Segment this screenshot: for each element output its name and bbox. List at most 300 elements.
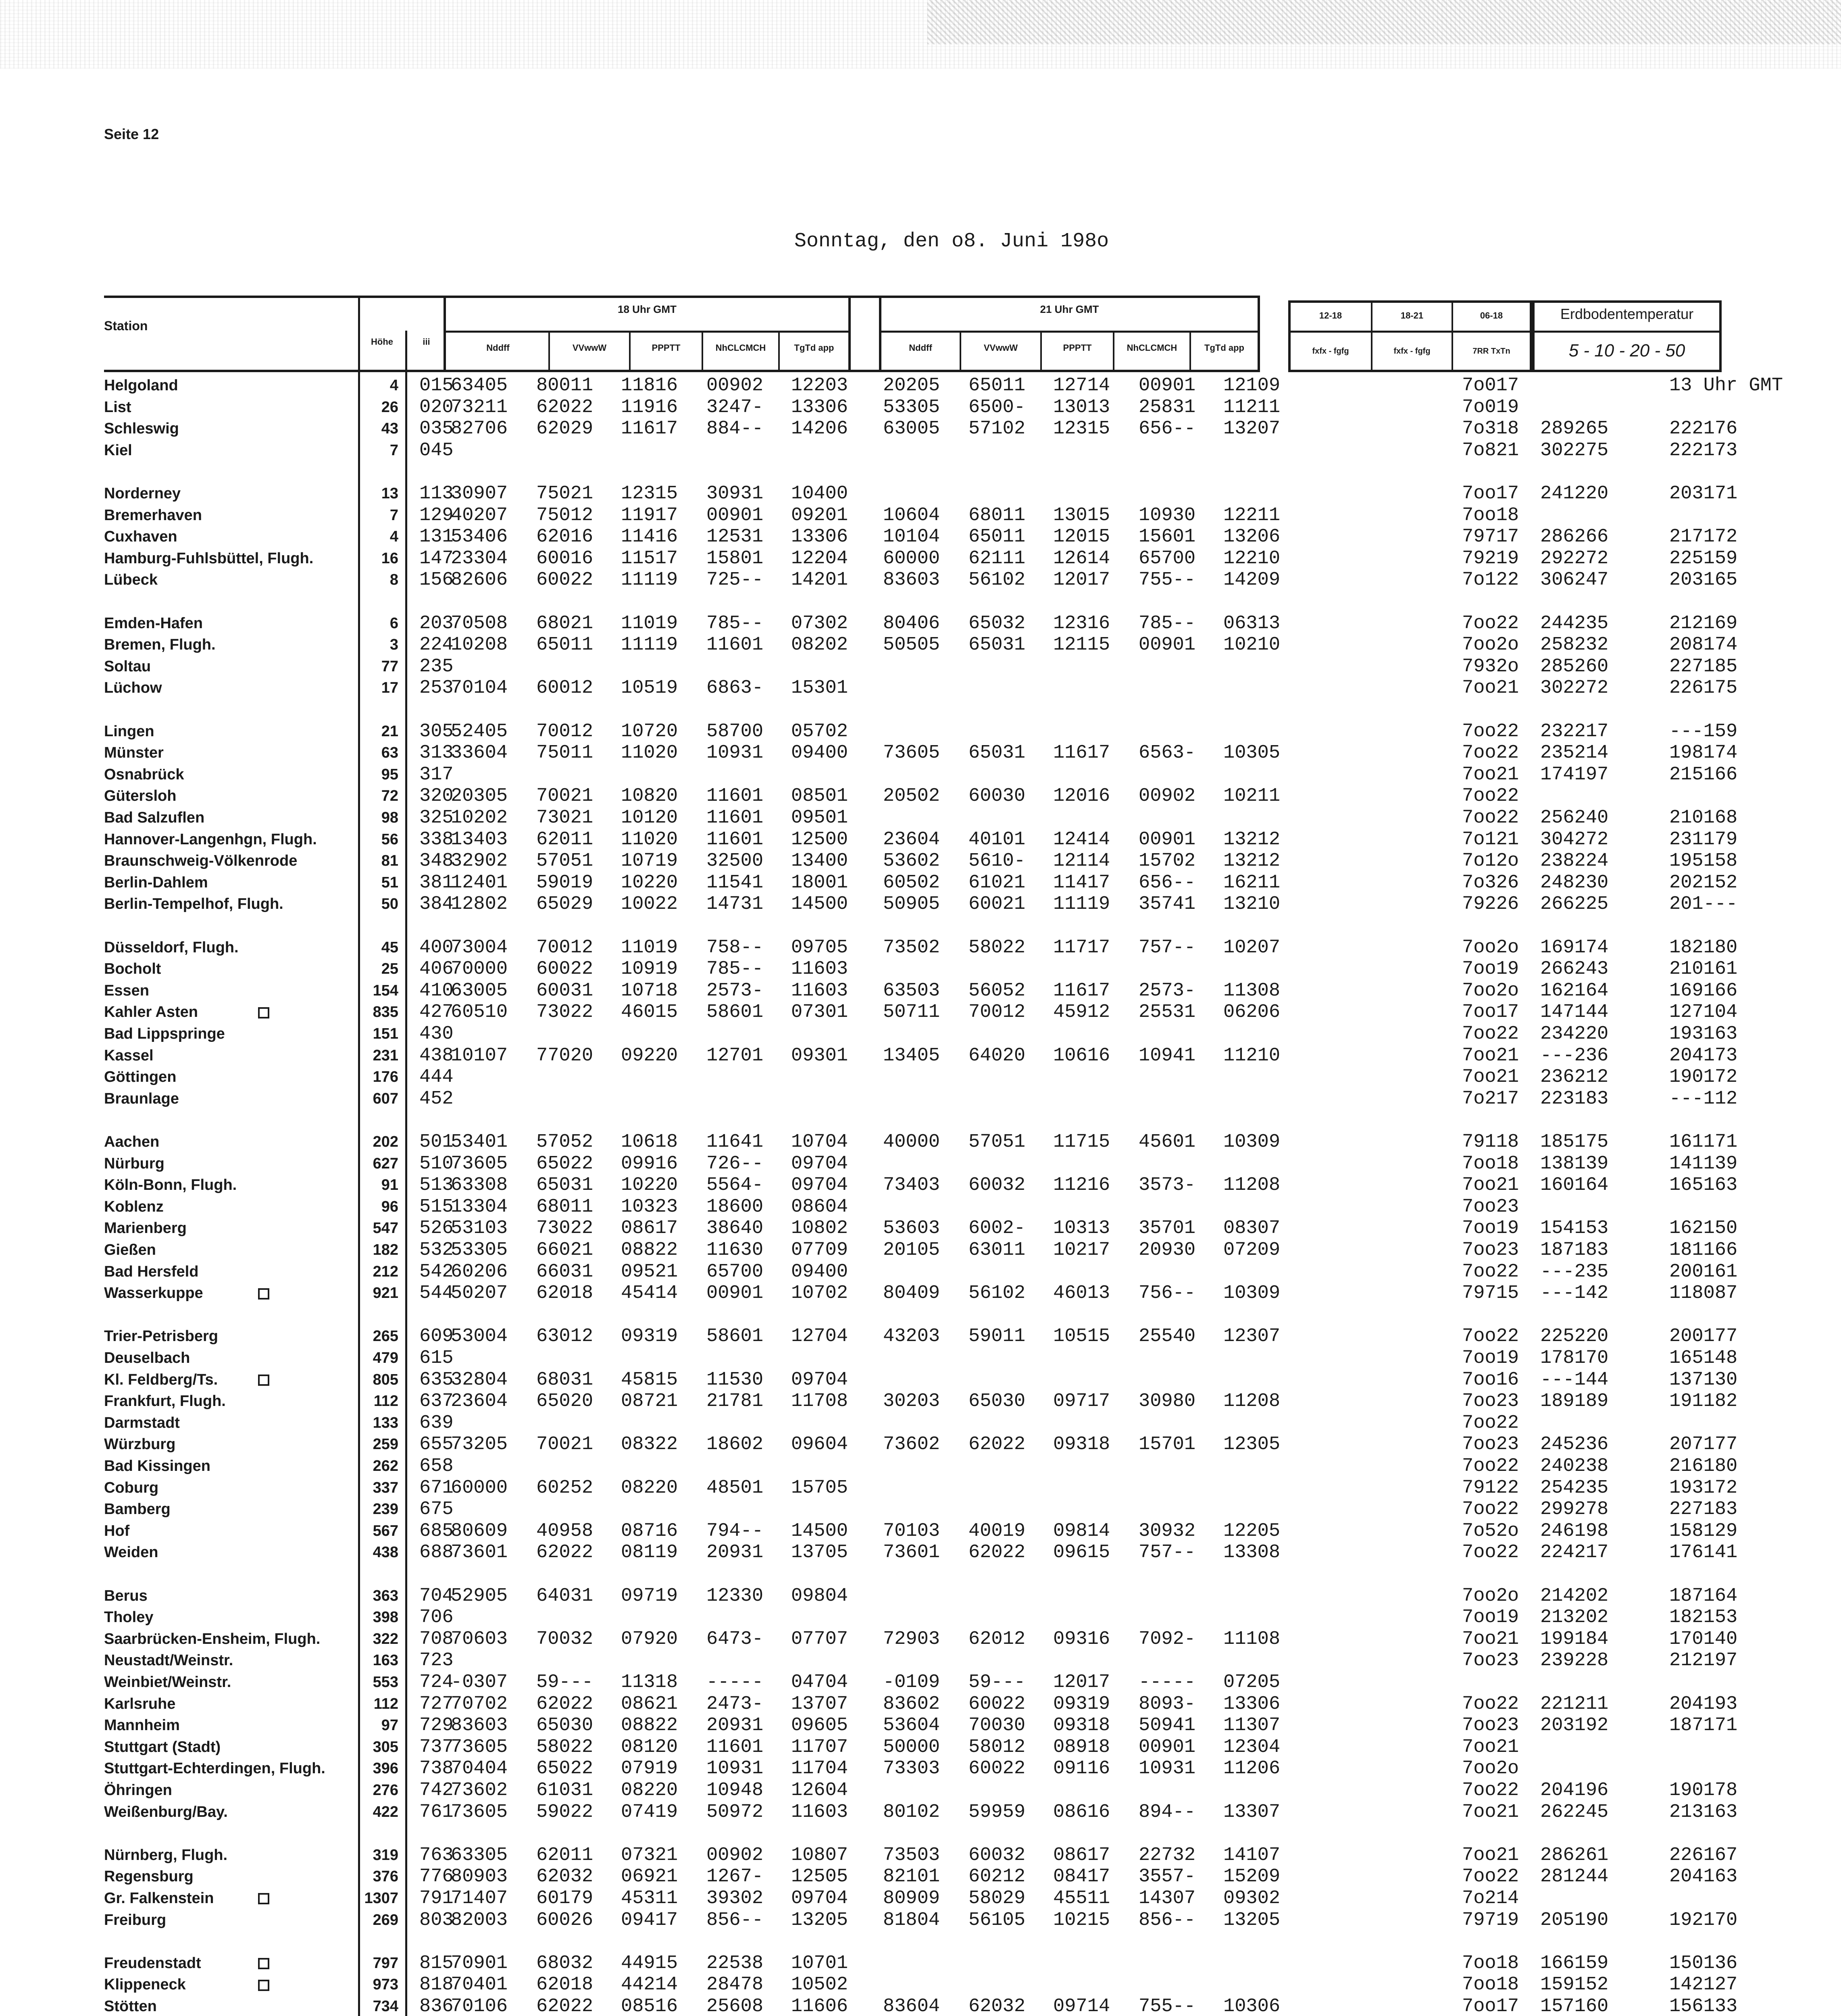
station-iii: 615 [419,1347,454,1369]
obs-21-value: 894-- [1139,1801,1196,1823]
obs-18-value: 59022 [536,1801,594,1823]
obs-21-value: 756-- [1139,1283,1196,1304]
obs-18-value: 785-- [706,958,764,980]
station-iii: 635 [419,1369,454,1391]
extreme-value: 7oo23 [1462,1196,1519,1218]
obs-21-value: 10306 [1223,1996,1281,2016]
soil-temp-value: 198174 [1669,742,1738,764]
soil-temp-value: 154153 [1540,1218,1609,1239]
obs-21-value: 20930 [1139,1239,1196,1261]
obs-21-value: 15702 [1139,850,1196,872]
obs-21-value: 10207 [1223,937,1281,958]
obs-18-value: 73601 [451,1542,508,1564]
obs-18-value: 04704 [791,1672,848,1693]
soil-temp-value: 201--- [1669,893,1738,915]
obs-21-value: 14209 [1223,569,1281,591]
obs-18-value: 73605 [451,1153,508,1175]
station-hoehe: 835 [373,1004,398,1021]
obs-18-value: 5564- [706,1175,764,1196]
obs-21-value: 10931 [1139,1758,1196,1780]
soil-temp-value: 222173 [1669,439,1738,461]
station-hoehe: 96 [381,1198,398,1215]
station-hoehe: 4 [389,377,398,394]
obs-18-value: 11641 [706,1131,764,1153]
obs-18-value: 73022 [536,1002,594,1023]
obs-18-value: 10807 [791,1844,848,1866]
table-row [0,569,1841,591]
soil-temp-value: ---159 [1669,721,1738,742]
station-hoehe: 231 [373,1047,398,1064]
obs-18-value: 59--- [536,1672,594,1693]
header-21-col-2: VVwwW [983,343,1018,353]
open-square-icon [258,1288,269,1300]
obs-18-value: 13403 [451,829,508,850]
obs-21-value: 3573- [1139,1175,1196,1196]
obs-21-value: 12307 [1223,1326,1281,1347]
station-iii: 737 [419,1736,454,1758]
table-row [0,1672,1841,1693]
obs-21-value: 8093- [1139,1693,1196,1715]
obs-21-value: 09318 [1053,1715,1110,1737]
station-hoehe: 319 [373,1846,398,1864]
station-hoehe: 21 [381,723,398,740]
obs-18-value: 11019 [621,937,678,958]
station-hoehe: 13 [381,485,398,502]
obs-18-value: 09319 [621,1326,678,1347]
station-name: Weiden [104,1544,158,1561]
station-hoehe: 265 [373,1328,398,1345]
obs-21-value: 65032 [968,612,1026,634]
table-row [0,1585,1841,1607]
obs-18-value: 13705 [791,1542,848,1564]
table-row [0,375,1841,396]
obs-21-value: 73403 [883,1175,940,1196]
station-iii: 688 [419,1542,454,1564]
table-row [0,1629,1841,1650]
obs-21-value: 62022 [968,1434,1026,1456]
obs-18-value: 53305 [451,1239,508,1261]
extreme-value: 7oo17 [1462,1996,1519,2016]
station-iii: 325 [419,807,454,829]
obs-21-value: 50905 [883,893,940,915]
obs-21-value: 59959 [968,1801,1026,1823]
obs-18-value: 21781 [706,1391,764,1412]
obs-18-value: 6863- [706,677,764,699]
extreme-value: 7oo21 [1462,764,1519,785]
obs-18-value: 58022 [536,1736,594,1758]
station-hoehe: 7 [389,442,398,459]
station-iii: 427 [419,1002,454,1023]
obs-21-value: 40000 [883,1131,940,1153]
header-iii: iii [423,337,430,347]
obs-21-value: 6500- [968,396,1026,418]
obs-21-value: 46013 [1053,1283,1110,1304]
obs-21-value: 10309 [1223,1283,1281,1304]
obs-21-value: 60022 [968,1693,1026,1715]
obs-18-value: 09521 [621,1261,678,1283]
obs-18-value: 11119 [621,634,678,656]
obs-18-value: 70401 [451,1974,508,1996]
station-hoehe: 547 [373,1220,398,1237]
header-21-col-1: Nddff [909,343,932,353]
soil-temp-value: 240238 [1540,1456,1609,1477]
station-name: Bad Hersfeld [104,1263,199,1280]
station-hoehe: 805 [373,1371,398,1388]
station-iii: 671 [419,1477,454,1499]
header-ext-sub-3: 7RR TxTn [1472,347,1510,356]
station-name: Darmstadt [104,1414,180,1431]
obs-18-value: 77020 [536,1045,594,1066]
open-square-marker [258,1002,269,1023]
extreme-value: 79717 [1462,526,1519,548]
open-square-icon [258,1980,269,1991]
station-hoehe: 151 [373,1025,398,1042]
obs-21-value: 53602 [883,850,940,872]
obs-21-value: 65031 [968,634,1026,656]
obs-21-value: 15209 [1223,1866,1281,1888]
soil-temp-value: 236212 [1540,1066,1609,1088]
obs-18-value: 10107 [451,1045,508,1066]
soil-temp-value: 13 Uhr GMT [1669,375,1783,396]
extreme-value: 7o821 [1462,439,1519,461]
soil-temp-value: 285260 [1540,656,1609,677]
station-hoehe: 133 [373,1414,398,1431]
obs-18-value: 10519 [621,677,678,699]
obs-21-value: 09302 [1223,1888,1281,1909]
obs-21-value: 15701 [1139,1434,1196,1456]
obs-21-value: 35701 [1139,1218,1196,1239]
obs-18-value: 80011 [536,375,594,396]
obs-18-value: 10618 [621,1131,678,1153]
table-row [0,1456,1841,1477]
obs-21-value: 13306 [1223,1693,1281,1715]
extreme-value: 7oo23 [1462,1715,1519,1737]
obs-18-value: 09704 [791,1369,848,1391]
obs-18-value: 11601 [706,1736,764,1758]
table-row [0,1261,1841,1283]
obs-18-value: 09220 [621,1045,678,1066]
station-hoehe: 112 [373,1695,398,1712]
obs-21-value: 10215 [1053,1909,1110,1931]
soil-temp-value: 190172 [1669,1066,1738,1088]
obs-21-value: 80102 [883,1801,940,1823]
obs-18-value: 794-- [706,1520,764,1542]
station-name: Braunlage [104,1090,179,1107]
obs-18-value: 65030 [536,1715,594,1737]
station-hoehe: 97 [381,1717,398,1734]
obs-18-value: 12704 [791,1326,848,1347]
station-name: Hof [104,1522,130,1539]
obs-21-value: 62032 [968,1996,1026,2016]
soil-temp-value: 204163 [1669,1866,1738,1888]
station-iii: 609 [419,1326,454,1347]
table-row [0,1888,1841,1909]
soil-temp-value: 169166 [1669,980,1738,1002]
obs-18-value: 65011 [536,634,594,656]
station-iii: 704 [419,1585,454,1607]
header-ext-3: 06-18 [1480,310,1503,321]
obs-21-value: 65031 [968,742,1026,764]
station-name: Stötten [104,1998,157,2015]
table-row [0,1196,1841,1218]
soil-temp-value: 256240 [1540,807,1609,829]
obs-18-value: 63005 [451,980,508,1002]
obs-21-value: 12210 [1223,548,1281,569]
soil-temp-value: 157160 [1540,1996,1609,2016]
soil-temp-value: 202152 [1669,872,1738,893]
soil-temp-value: ---144 [1540,1369,1609,1391]
station-iii: 381 [419,872,454,893]
obs-21-value: 62012 [968,1628,1026,1650]
obs-21-value: 11210 [1223,1045,1281,1066]
station-iii: 156 [419,569,454,591]
table-row [0,1715,1841,1736]
obs-18-value: 12531 [706,526,764,548]
soil-temp-value: 162150 [1669,1218,1738,1239]
obs-21-value: 08918 [1053,1736,1110,1758]
obs-18-value: 09301 [791,1045,848,1066]
table-row [0,807,1841,829]
obs-18-value: 52905 [451,1585,508,1607]
station-name: Hannover-Langenhgn, Flugh. [104,831,317,848]
obs-21-value: 11108 [1223,1628,1281,1650]
station-iii: 723 [419,1650,454,1672]
obs-18-value: 10220 [621,1175,678,1196]
station-hoehe: 1307 [364,1890,398,1907]
obs-18-value: 82706 [451,418,508,440]
station-name: Karlsruhe [104,1695,176,1712]
table-row [0,1066,1841,1088]
soil-temp-value: 138139 [1540,1153,1609,1175]
obs-18-value: 22538 [706,1952,764,1974]
station-name: Kassel [104,1047,154,1064]
obs-18-value: 33604 [451,742,508,764]
station-hoehe: 921 [373,1285,398,1302]
soil-temp-value: 192170 [1669,1909,1738,1931]
obs-18-value: 07919 [621,1758,678,1780]
obs-18-value: 53004 [451,1326,508,1347]
table-row [0,418,1841,439]
obs-21-value: 81804 [883,1909,940,1931]
station-name: Regensburg [104,1868,194,1885]
extreme-value: 7oo23 [1462,1434,1519,1456]
station-hoehe: 176 [373,1068,398,1086]
soil-temp-value: 227185 [1669,656,1738,677]
station-hoehe: 269 [373,1911,398,1929]
obs-18-value: 00901 [706,504,764,526]
obs-18-value: 11816 [621,375,678,396]
station-iii: 384 [419,893,454,915]
obs-18-value: 725-- [706,569,764,591]
station-hoehe: 553 [373,1674,398,1691]
station-hoehe: 376 [373,1868,398,1885]
obs-18-value: 23304 [451,548,508,569]
header-18-col-4: NhCLCMCH [715,343,766,353]
station-hoehe: 45 [381,939,398,956]
soil-temp-value: 203165 [1669,569,1738,591]
station-name: Mannheim [104,1717,180,1734]
table-row [0,937,1841,958]
obs-21-value: 73503 [883,1844,940,1866]
soil-temp-value: 162164 [1540,980,1609,1002]
station-name: Schleswig [104,420,179,437]
header-station: Station [104,319,148,333]
obs-18-value: 12401 [451,872,508,893]
obs-21-value: 60022 [968,1758,1026,1780]
obs-18-value: 11318 [621,1672,678,1693]
obs-18-value: 3247- [706,396,764,418]
extreme-value: 7oo23 [1462,1650,1519,1672]
station-hoehe: 26 [381,398,398,416]
station-name: Hamburg-Fuhlsbüttel, Flugh. [104,550,314,567]
obs-18-value: 12604 [791,1780,848,1801]
obs-18-value: 70021 [536,1434,594,1456]
station-name: Lüchow [104,679,162,697]
obs-18-value: 62016 [536,526,594,548]
obs-18-value: 07301 [791,1002,848,1023]
obs-18-value: 11704 [791,1758,848,1780]
obs-21-value: 58022 [968,937,1026,958]
station-hoehe: 16 [381,550,398,567]
obs-21-value: 73303 [883,1758,940,1780]
table-row [0,1737,1841,1758]
soil-temp-value: 150136 [1669,1952,1738,1974]
obs-18-value: 60252 [536,1477,594,1499]
obs-18-value: 11603 [791,958,848,980]
obs-21-value: 25831 [1139,396,1196,418]
obs-21-value: 13210 [1223,893,1281,915]
obs-21-value: 13405 [883,1045,940,1066]
soil-temp-value: 226175 [1669,677,1738,699]
station-name: Freiburg [104,1911,167,1929]
obs-21-value: 20502 [883,785,940,807]
obs-18-value: 61031 [536,1780,594,1801]
soil-temp-value: 225159 [1669,548,1738,569]
soil-temp-value: 142127 [1669,1974,1738,1996]
open-square-marker [258,1283,269,1304]
soil-temp-value: 174197 [1540,764,1609,785]
table-row [0,1910,1841,1931]
obs-21-value: 12315 [1053,418,1110,440]
extreme-value: 79715 [1462,1283,1519,1304]
extreme-value: 79219 [1462,548,1519,569]
obs-21-value: 12016 [1053,785,1110,807]
obs-21-value: 70103 [883,1520,940,1542]
soil-temp-value: 199184 [1540,1628,1609,1650]
station-name: Koblenz [104,1198,164,1215]
table-row [0,1131,1841,1153]
obs-21-value: 30980 [1139,1391,1196,1412]
station-hoehe: 363 [373,1587,398,1604]
obs-18-value: 70508 [451,612,508,634]
station-name: Deuselbach [104,1350,190,1366]
obs-21-value: 65011 [968,375,1026,396]
extreme-value: 7oo22 [1462,1023,1519,1045]
table-row [0,1326,1841,1347]
obs-18-value: 66031 [536,1261,594,1283]
extreme-value: 7oo22 [1462,785,1519,807]
obs-21-value: 16211 [1223,872,1281,893]
soil-temp-value: 226167 [1669,1844,1738,1866]
station-iii: 542 [419,1261,454,1283]
station-iii: 045 [419,439,454,461]
obs-21-value: 11617 [1053,742,1110,764]
open-square-marker [258,1953,269,1974]
obs-18-value: 09705 [791,937,848,958]
station-iii: 015 [419,375,454,396]
extreme-value: 7o121 [1462,829,1519,850]
soil-temp-value: 304272 [1540,829,1609,850]
station-name: Lingen [104,723,154,740]
obs-21-value: 08307 [1223,1218,1281,1239]
obs-18-value: 09916 [621,1153,678,1175]
obs-18-value: 70012 [536,937,594,958]
obs-18-value: 12203 [791,375,848,396]
obs-21-value: 73605 [883,742,940,764]
station-name: Cuxhaven [104,528,177,546]
obs-21-value: 11308 [1223,980,1281,1002]
station-name: Aachen [104,1133,160,1150]
extreme-value: 7o019 [1462,396,1519,418]
obs-18-value: 62022 [536,396,594,418]
obs-18-value: 73205 [451,1434,508,1456]
obs-18-value: 46015 [621,1002,678,1023]
obs-18-value: 758-- [706,937,764,958]
obs-21-value: 11715 [1053,1131,1110,1153]
table-row [0,980,1841,1002]
station-name: Berus [104,1587,148,1604]
obs-18-value: 11601 [706,829,764,850]
obs-18-value: 15301 [791,677,848,699]
soil-temp-value: 203171 [1669,483,1738,504]
obs-21-value: 13013 [1053,396,1110,418]
table-row [0,958,1841,980]
soil-temp-value: 246198 [1540,1520,1609,1542]
obs-18-value: 10701 [791,1952,848,1974]
obs-21-value: 15601 [1139,526,1196,548]
header-ext-sub-1: fxfx - fgfg [1312,347,1349,356]
soil-temp-value: 182180 [1669,937,1738,958]
table-row [0,764,1841,785]
station-iii: 147 [419,548,454,569]
obs-18-value: 70021 [536,785,594,807]
station-hoehe: 276 [373,1782,398,1799]
obs-18-value: 71407 [451,1888,508,1909]
obs-18-value: 10931 [706,1758,764,1780]
station-hoehe: 567 [373,1522,398,1539]
station-hoehe: 154 [373,982,398,999]
station-hoehe: 305 [373,1738,398,1756]
obs-18-value: 14201 [791,569,848,591]
extreme-value: 7oo22 [1462,1866,1519,1888]
obs-18-value: 44214 [621,1974,678,1996]
obs-21-value: 08617 [1053,1844,1110,1866]
obs-21-value: 10616 [1053,1045,1110,1066]
soil-temp-value: 248230 [1540,872,1609,893]
station-iii: 406 [419,958,454,980]
obs-21-value: 785-- [1139,612,1196,634]
extreme-value: 7o326 [1462,872,1519,893]
station-iii: 675 [419,1499,454,1520]
header-18-col-1: Nddff [486,343,510,353]
obs-18-value: 07302 [791,612,848,634]
obs-18-value: 11530 [706,1369,764,1391]
obs-18-value: 12500 [791,829,848,850]
open-square-icon [258,1893,269,1904]
obs-18-value: 09704 [791,1175,848,1196]
extreme-value: 7oo2o [1462,937,1519,958]
obs-18-value: 68021 [536,612,594,634]
